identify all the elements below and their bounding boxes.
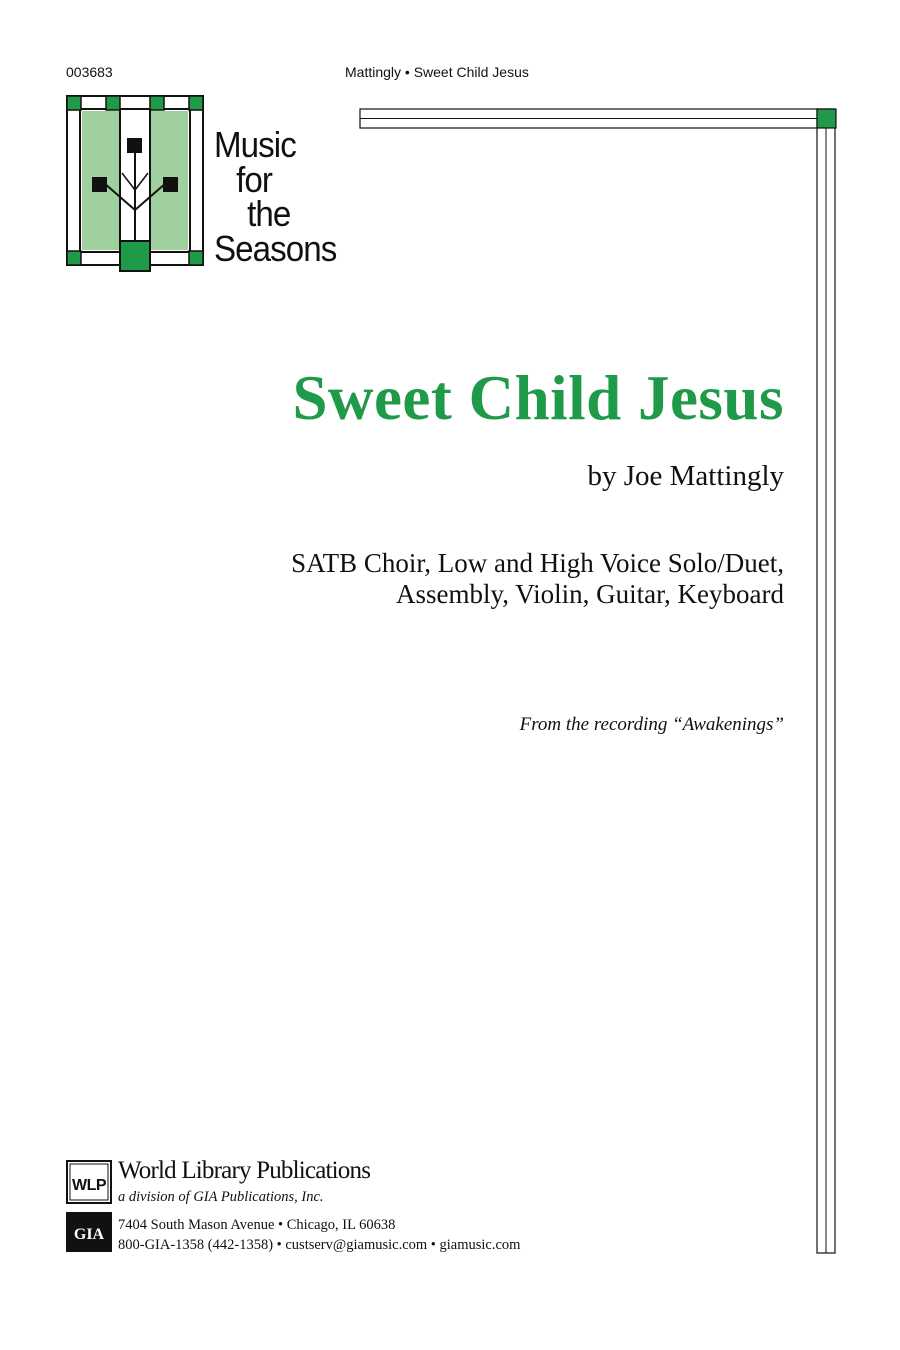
recording-note: From the recording “Awakenings”: [519, 714, 784, 735]
music-for-the-seasons-logo: [66, 95, 206, 273]
series-name: [214, 124, 337, 269]
wlp-logo: [66, 1160, 112, 1204]
voicing-line-1: SATB Choir, Low and High Voice Solo/Duet,: [291, 548, 784, 578]
decorative-frame: [359, 108, 839, 1258]
series-line-3: the: [247, 193, 291, 234]
series-line-1: Music: [214, 124, 296, 165]
piece-title: Sweet Child Jesus: [292, 363, 784, 433]
series-line-2: for: [236, 158, 272, 200]
composer-credit: by Joe Mattingly: [587, 460, 784, 492]
publisher-name: World Library Publications: [118, 1157, 371, 1184]
publisher-contact: 800-GIA-1358 (442-1358) • custserv@giamusic.com • giamusic.com: [118, 1237, 521, 1253]
gia-logo-text: GIA: [73, 1226, 105, 1243]
catalog-number: 003683: [66, 64, 113, 80]
voicing: [291, 548, 784, 610]
series-line-4: Seasons: [214, 227, 337, 269]
voicing-line-2: Assembly, Violin, Guitar, Keyboard: [396, 579, 784, 609]
publisher-address: 7404 South Mason Avenue • Chicago, IL 60638: [118, 1217, 396, 1233]
running-title: Mattingly • Sweet Child Jesus: [345, 64, 529, 80]
gia-logo: [66, 1212, 112, 1252]
publisher-division: a division of GIA Publications, Inc.: [118, 1189, 324, 1205]
wlp-logo-text: WLP: [71, 1177, 107, 1194]
